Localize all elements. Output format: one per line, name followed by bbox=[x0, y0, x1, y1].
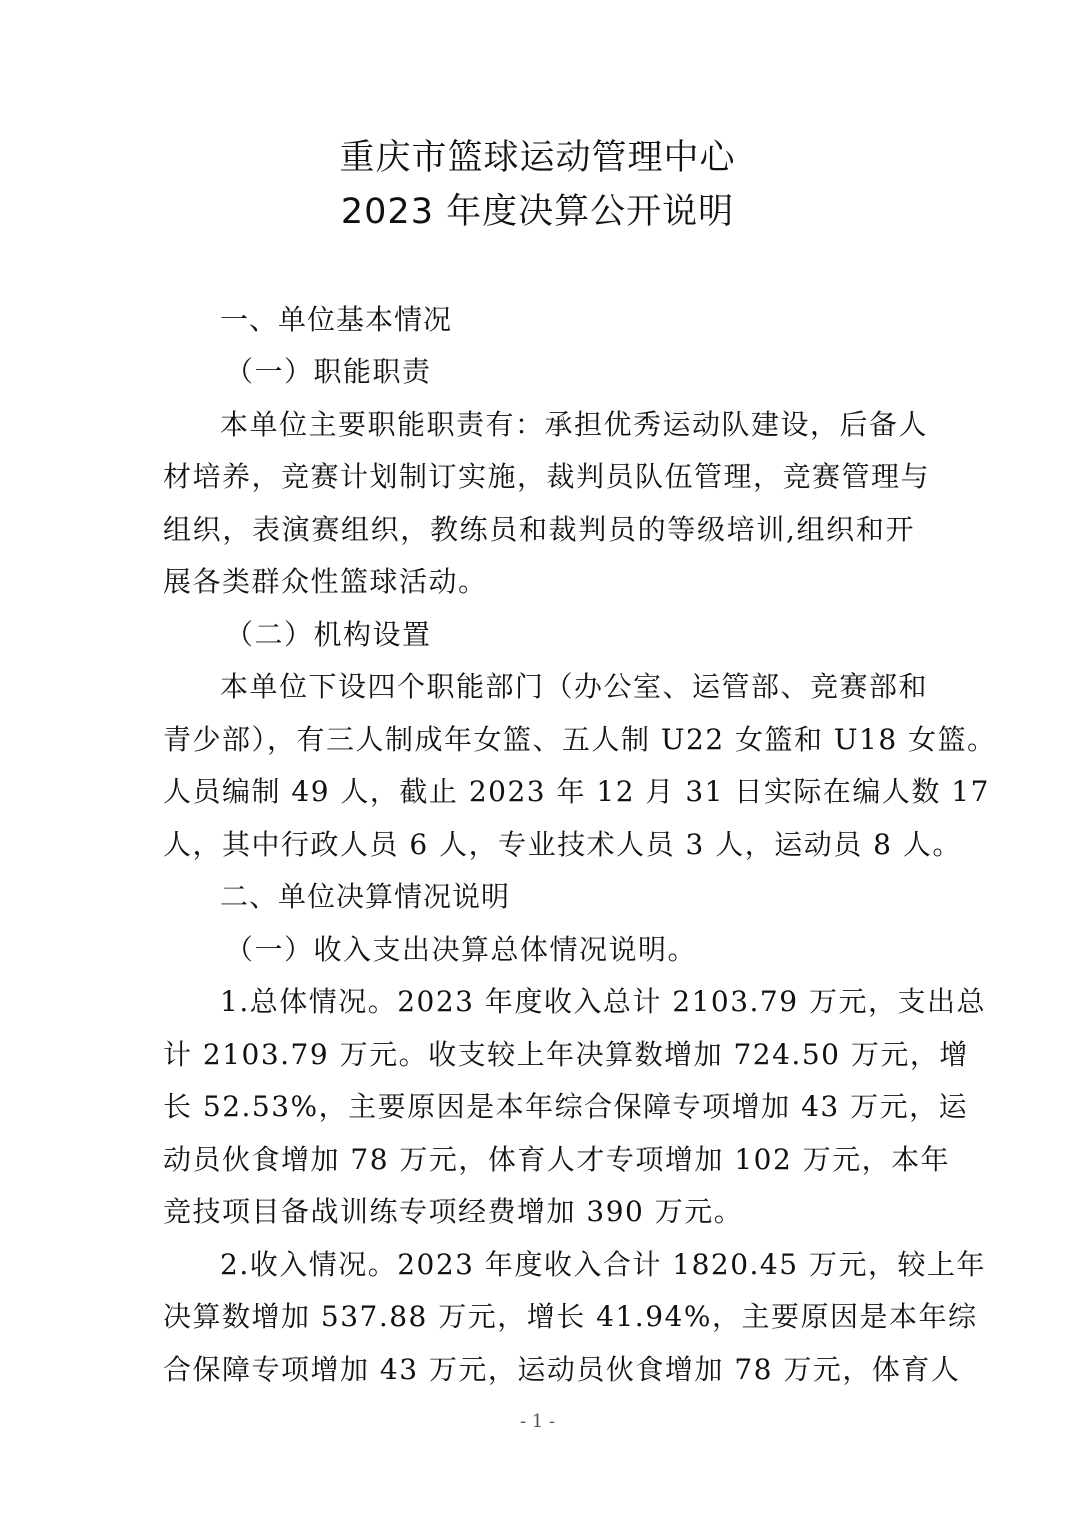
paragraph-line: 人，其中行政人员 6 人，专业技术人员 3 人，运动员 8 人。 bbox=[163, 828, 962, 861]
paragraph-line: 材培养，竞赛计划制订实施，裁判员队伍管理，竞赛管理与 bbox=[163, 460, 931, 493]
paragraph-line: 展各类群众性篮球活动。 bbox=[163, 565, 488, 598]
paragraph-line: 本单位下设四个职能部门（办公室、运管部、竞赛部和 bbox=[220, 670, 929, 703]
paragraph-line: 合保障专项增加 43 万元，运动员伙食增加 78 万元，体育人 bbox=[163, 1353, 961, 1386]
document-title-line-2: 2023 年度决算公开说明 bbox=[340, 192, 735, 232]
paragraph-line: 竞技项目备战训练专项经费增加 390 万元。 bbox=[163, 1195, 744, 1228]
paragraph-line: 计 2103.79 万元。收支较上年决算数增加 724.50 万元，增 bbox=[163, 1038, 969, 1071]
section-1-heading: 一、单位基本情况 bbox=[220, 303, 453, 336]
paragraph-line: 决算数增加 537.88 万元，增长 41.94%，主要原因是本年综 bbox=[163, 1300, 978, 1333]
paragraph-line: 长 52.53%，主要原因是本年综合保障专项增加 43 万元，运 bbox=[163, 1090, 969, 1123]
page-number: - 1 - bbox=[519, 1411, 556, 1432]
paragraph-line: 组织，表演赛组织，教练员和裁判员的等级培训,组织和开 bbox=[163, 513, 915, 546]
section-2-heading: 二、单位决算情况说明 bbox=[220, 880, 511, 913]
paragraph-line: 本单位主要职能职责有：承担优秀运动队建设，后备人 bbox=[220, 408, 929, 441]
document-title-line-1: 重庆市篮球运动管理中心 bbox=[339, 138, 736, 178]
section-1-sub-2-heading: （二）机构设置 bbox=[225, 618, 432, 651]
section-2-sub-1-heading: （一）收入支出决算总体情况说明。 bbox=[225, 933, 698, 966]
paragraph-line: 人员编制 49 人，截止 2023 年 12 月 31 日实际在编人数 17 bbox=[163, 775, 990, 808]
paragraph-line: 1.总体情况。2023 年度收入总计 2103.79 万元，支出总 bbox=[220, 985, 986, 1018]
paragraph-line: 动员伙食增加 78 万元，体育人才专项增加 102 万元，本年 bbox=[163, 1143, 951, 1176]
paragraph-line: 青少部），有三人制成年女篮、五人制 U22 女篮和 U18 女篮。 bbox=[163, 723, 997, 756]
section-1-sub-1-heading: （一）职能职责 bbox=[225, 355, 432, 388]
paragraph-line: 2.收入情况。2023 年度收入合计 1820.45 万元，较上年 bbox=[220, 1248, 986, 1281]
